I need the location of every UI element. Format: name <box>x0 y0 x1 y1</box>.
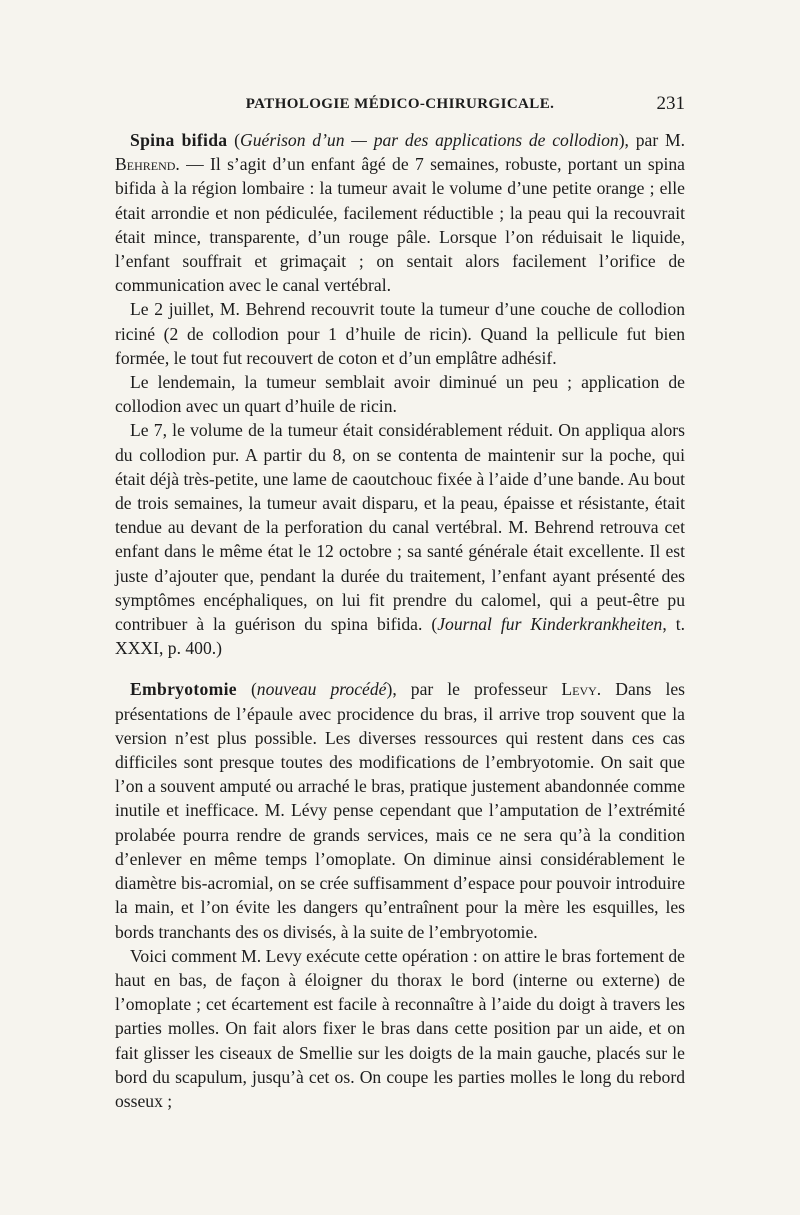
paren-close: ), <box>386 679 397 700</box>
spina-bifida-title: Spina bifida <box>130 130 228 150</box>
author-levy: Levy <box>561 679 597 700</box>
spina-bifida-paragraph-3: Le lendemain, la tumeur semblait avoir diminué un peu ; application de collodion avec un quart d’huile de ricin. <box>115 372 685 417</box>
spina-bifida-paragraph-4 <box>115 418 685 660</box>
by-text: par M. <box>635 130 685 150</box>
by-text: par le professeur <box>396 679 562 700</box>
paren-open: ( <box>236 679 257 700</box>
embryotomie-text-1: . Dans les présentations de l’épaule avec procidence du bras, il arrive trop souvent que la version n’est plus possible. Les diverses ressources qui restent dans ces cas difficiles sont presque toutes des modifications de l’embryotomie. On sait que l’on a souvent amputé ou arraché le bras, pratique justement abandonnée comme inutile et inefficace. M. Lévy pense cependant que l’amputation de l’extrémité prolabée pourra rendre de grands services, mais ce ne sera qu’à la condition d’enlever en même temps l’omoplate. On diminue ainsi considérablement le diamètre bis-acromial, on se crée suffisamment d’espace pour pouvoir introduire la main, et l’on évite les dangers qu’entraînent pour la mère les esquilles, les bords tranchants des os divisés, à la suite de l’embryotomie. <box>115 679 685 942</box>
paren-close: ), <box>618 130 629 150</box>
paren-open: ( <box>227 130 241 150</box>
spina-bifida-text-4: Le 7, le volume de la tumeur était considérablement réduit. On appliqua alors du collodion pur. A partir du 8, on se contenta de maintenir sur la poche, qui était déjà très-petite, une lame de caoutchouc fixée à l’aide d’une bande. Au bout de trois semaines, la tumeur avait disparu, et la peau, épaisse et résistante, était tendue au devant de la perforation du canal vertébral. M. Behrend retrouva cet enfant dans le même état le 12 octobre ; sa santé générale était excellente. Il est juste d’ajouter que, pendant la durée du traitement, l’enfant ayant présenté des symptômes encéphaliques, on lui fit prendre du calomel, qui a peut-être pu contribuer à la guérison du spina bifida. ( <box>115 420 685 635</box>
spina-bifida-paragraph-1 <box>115 128 685 297</box>
page-header <box>115 93 685 120</box>
journal-reference: Journal fur Kinderkrankheiten <box>437 614 663 635</box>
body-text <box>115 128 685 1113</box>
embryotomie-title: Embryotomie <box>130 679 237 700</box>
spina-bifida-text-1: . — Il s’agit d’un enfant âgé de 7 semaines, robuste, portant un spina bifida à la région lombaire : la tumeur avait le volume d’une petite orange ; elle était arrondie et non pédiculée, facilement réductible ; la peau qui la recouvrait était mince, transparente, d’un rouge pâle. Lorsque l’on réduisait le liquide, l’enfant souffrait et grimaçait ; on sentait alors facilement l’orifice de communication avec le canal vertébral. <box>115 154 685 296</box>
spina-bifida-subtitle: Guérison d’un — par des applications de collodion <box>240 130 619 150</box>
journal-citation: , t. XXXI, p. 400.) <box>115 614 685 659</box>
embryotomie-subtitle: nouveau procédé <box>256 679 387 700</box>
spina-bifida-paragraph-2: Le 2 juillet, M. Behrend recouvrit toute la tumeur d’une couche de collodion riciné (2 de collodion pour 1 d’huile de ricin). Quand la pellicule fut bien formée, le tout fut recouvert de coton et d’un emplâtre adhésif. <box>115 299 685 368</box>
embryotomie-paragraph-1 <box>115 677 685 943</box>
page-number: 231 <box>656 93 685 114</box>
embryotomie-paragraph-2: Voici comment M. Levy exécute cette opération : on attire le bras fortement de haut en bas, de façon à éloigner du thorax le bord (interne ou externe) de l’omoplate ; cet écartement est facile à reconnaître à l’aide du doigt à travers les parties molles. On fait alors fixer le bras dans cette position par un aide, et on fait glisser les ciseaux de Smellie sur les doigts de la main gauche, placés sur le bord du scapulum, jusqu’à cet os. On coupe les parties molles le long du rebord osseux ; <box>115 945 685 1111</box>
running-head: PATHOLOGIE MÉDICO-CHIRURGICALE. <box>245 96 555 112</box>
author-behrend: Behrend <box>115 154 176 175</box>
